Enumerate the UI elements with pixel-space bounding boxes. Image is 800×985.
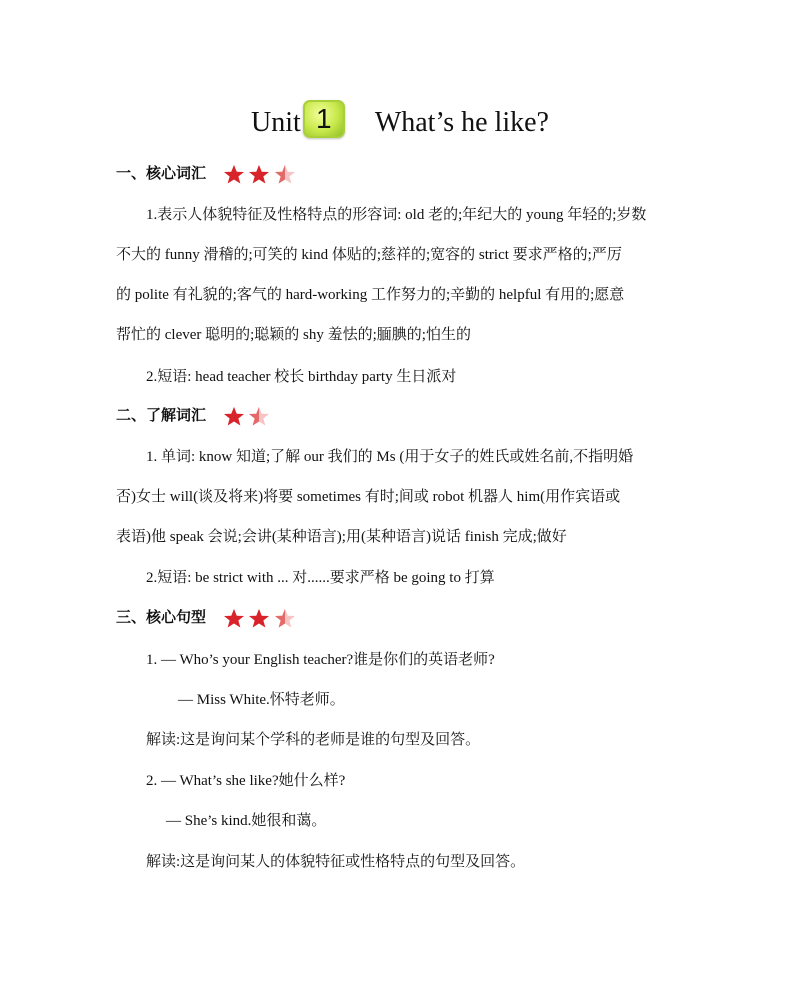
core-vocab-line: 帮忙的 clever 聪明的;聪颖的 shy 羞怯的;腼腆的;怕生的 xyxy=(116,327,471,343)
half-star-icon xyxy=(274,164,296,184)
unit-label: Unit xyxy=(251,107,301,138)
extra-phrases-line: 2.短语: be strict with ... 对......要求严格 be going to 打算 xyxy=(146,570,495,586)
section-heading-core-vocab xyxy=(116,162,294,185)
star-icon xyxy=(223,608,245,628)
star-icon xyxy=(248,608,270,628)
section-heading-sentences xyxy=(116,606,294,629)
core-vocab-line: 不大的 funny 滑稽的;可笑的 kind 体贴的;慈祥的;宽容的 strict 要求严格的;严厉 xyxy=(116,247,622,263)
star-icon xyxy=(248,164,270,184)
difficulty-stars xyxy=(223,607,293,629)
extra-vocab-line: 否)女士 will(谈及将来)将要 sometimes 有时;间或 robot 机器人 him(用作宾语或 xyxy=(116,489,621,505)
difficulty-stars xyxy=(223,163,293,185)
half-star-icon xyxy=(248,406,270,426)
core-vocab-line: 的 polite 有礼貌的;客气的 hard-working 工作努力的;辛勤的 helpful 有用的;愿意 xyxy=(116,287,625,303)
unit-number-badge xyxy=(303,100,345,138)
sentence-answer: — Miss White.怀特老师。 xyxy=(178,692,345,708)
half-star-icon xyxy=(274,608,296,628)
section-heading-extra-vocab xyxy=(116,404,268,427)
core-phrases-line: 2.短语: head teacher 校长 birthday party 生日派对 xyxy=(146,369,457,385)
difficulty-stars xyxy=(223,405,268,427)
core-vocab-line: 1.表示人体貌特征及性格特点的形容词: old 老的;年纪大的 young 年轻的;岁数 xyxy=(146,207,647,223)
sentence-note: 解读:这是询问某人的体貌特征或性格特点的句型及回答。 xyxy=(146,854,526,870)
star-icon xyxy=(223,406,245,426)
sentence-note: 解读:这是询问某个学科的老师是谁的句型及回答。 xyxy=(146,732,481,748)
section-title: 一、核心词汇 xyxy=(116,164,207,182)
extra-vocab-line: 表语)他 speak 会说;会讲(某种语言);用(某种语言)说话 finish 完成;做好 xyxy=(116,529,567,545)
unit-number: 1 xyxy=(316,103,332,134)
sentence-question: 2. — What’s she like?她什么样? xyxy=(146,773,346,789)
sentence-answer: — She’s kind.她很和蔼。 xyxy=(166,813,327,829)
document-title xyxy=(0,100,800,146)
sentence-question: 1. — Who’s your English teacher?谁是你们的英语老师? xyxy=(146,652,495,668)
section-title: 三、核心句型 xyxy=(116,608,207,626)
unit-subtitle: What’s he like? xyxy=(374,107,549,138)
extra-vocab-line: 1. 单词: know 知道;了解 our 我们的 Ms (用于女子的姓氏或姓名前,不指明婚 xyxy=(146,449,634,465)
star-icon xyxy=(223,164,245,184)
section-title: 二、了解词汇 xyxy=(116,406,207,424)
